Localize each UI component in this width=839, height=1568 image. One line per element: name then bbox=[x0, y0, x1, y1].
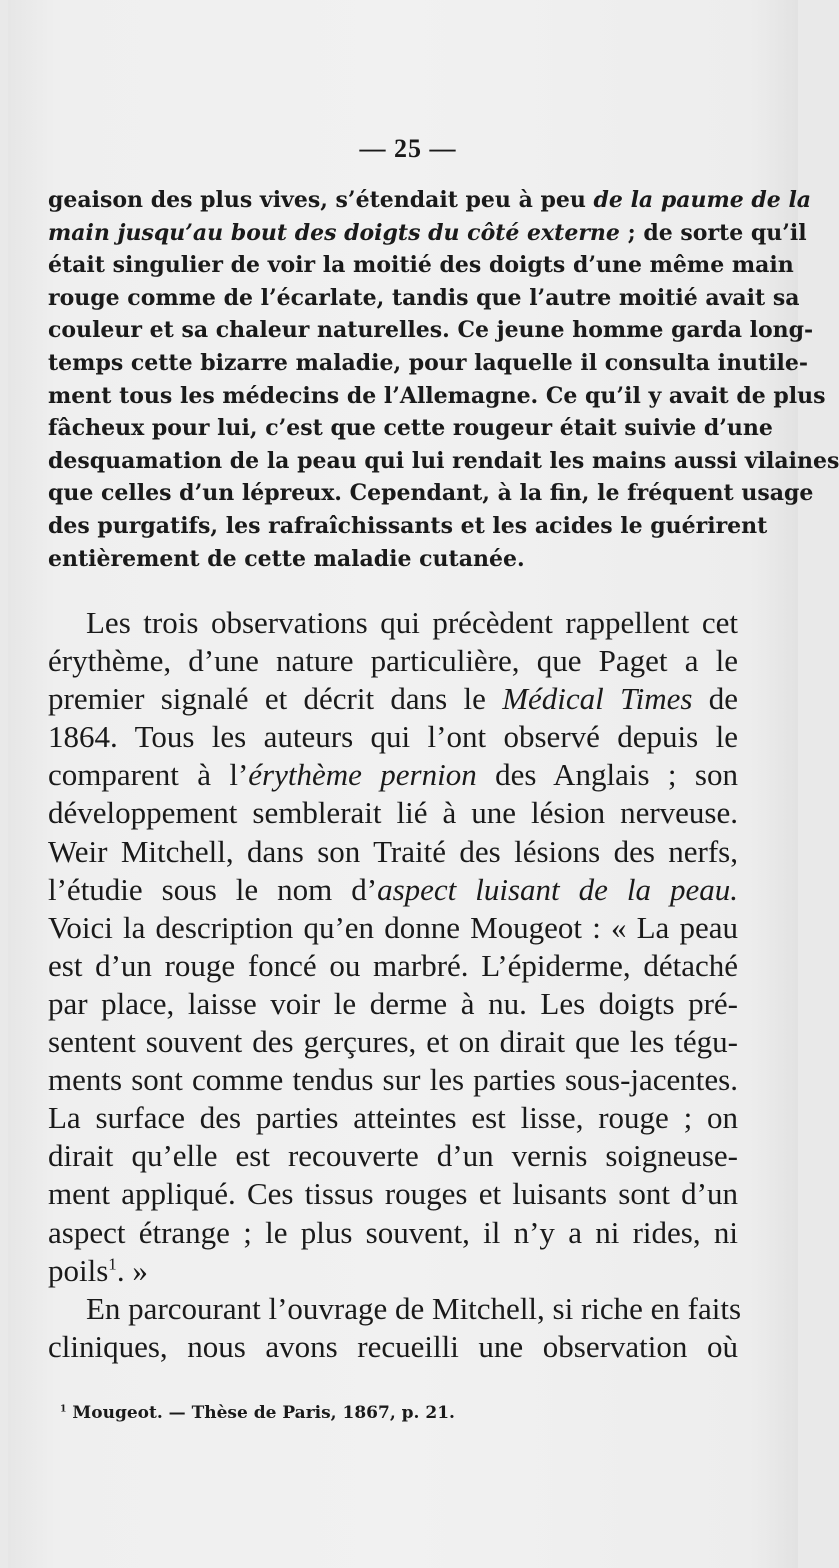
body-text-line bbox=[48, 1061, 738, 1099]
italic-text: main jusqu’au bout des doigts du côté externe bbox=[48, 219, 620, 246]
case-text-line bbox=[48, 510, 768, 543]
italic-text: érythème pernion bbox=[248, 757, 477, 793]
body-text-line bbox=[48, 718, 738, 756]
body-text-line bbox=[48, 1290, 742, 1328]
case-text-line bbox=[48, 445, 839, 478]
case-text-line bbox=[48, 282, 800, 315]
text-run: était singulier de voir la moitié des doigts d’une même main bbox=[48, 252, 794, 279]
body-text-line bbox=[48, 871, 738, 909]
body-text-line bbox=[48, 756, 738, 794]
text-run: aspect étrange ; le plus souvent, il n’y a ni rides, ni bbox=[48, 1214, 738, 1250]
body-text-line bbox=[48, 642, 738, 680]
case-text-line bbox=[48, 184, 812, 217]
body-text-line bbox=[48, 833, 738, 871]
text-run: couleur et sa chaleur naturelles. Ce jeune homme garda long- bbox=[48, 317, 814, 344]
case-text-line bbox=[48, 543, 738, 576]
text-run: fâcheux pour lui, c’est que cette rougeur était suivie d’une bbox=[48, 415, 773, 442]
text-run: que celles d’un lépreux. Cependant, à la fin, le fréquent usage bbox=[48, 480, 814, 507]
body-text-line bbox=[48, 1023, 738, 1061]
page-number: — 25 — bbox=[359, 134, 457, 163]
body-text-line bbox=[48, 1328, 738, 1366]
text-run: dirait qu’elle est recouverte d’un vernis soigneuse- bbox=[48, 1138, 738, 1174]
body-text-line bbox=[48, 1214, 738, 1252]
case-text-line bbox=[48, 249, 794, 282]
body-text-line bbox=[48, 985, 738, 1023]
text-run: . » bbox=[116, 1252, 148, 1288]
body-text-line bbox=[48, 680, 738, 718]
footnote-text: Mougeot. — Thèse de Paris, 1867, p. 21. bbox=[66, 1403, 455, 1423]
body-text-line bbox=[48, 1252, 738, 1290]
text-run: poils bbox=[48, 1252, 109, 1288]
footnote bbox=[60, 1403, 740, 1423]
text-run: Voici la description qu’en donne Mougeot : « La peau bbox=[48, 909, 738, 945]
text-run: Weir Mitchell, dans son Traité des lésions des nerfs, bbox=[48, 833, 738, 869]
text-run: cliniques, nous avons recueilli une observation où bbox=[48, 1328, 738, 1364]
text-run: par place, laisse voir le derme à nu. Les doigts pré- bbox=[48, 985, 738, 1021]
italic-text: de la paume de la bbox=[593, 187, 812, 213]
text-run: est d’un rouge foncé ou marbré. L’épiderme, détaché bbox=[48, 947, 738, 983]
text-run: rouge comme de l’écarlate, tandis que l’autre moitié avait sa bbox=[48, 284, 800, 311]
case-text-line bbox=[48, 477, 814, 510]
text-run: l’étudie sous le nom d’ bbox=[48, 871, 378, 907]
text-run: ment appliqué. Ces tissus rouges et luisants sont d’un bbox=[48, 1176, 738, 1212]
body-text-line bbox=[48, 1099, 738, 1137]
case-text-line bbox=[48, 217, 807, 250]
body-text-line bbox=[48, 909, 738, 947]
text-run: En parcourant l’ouvrage de Mitchell, si riche en faits bbox=[86, 1290, 742, 1326]
text-run: premier signalé et décrit dans le bbox=[48, 681, 503, 717]
book-page bbox=[8, 0, 839, 1568]
text-run: de bbox=[692, 681, 738, 717]
case-report-paragraph bbox=[48, 184, 839, 575]
body-text-line bbox=[48, 604, 738, 642]
body-text-line bbox=[48, 1175, 738, 1213]
text-run: développement semblerait lié à une lésion nerveuse. bbox=[48, 795, 738, 831]
case-text-line bbox=[48, 314, 814, 347]
text-run: ment tous les médecins de l’Allemagne. Ce qu’il y avait de plus bbox=[48, 382, 826, 409]
italic-text: aspect luisant de la peau. bbox=[377, 871, 738, 907]
text-run: 1864. Tous les auteurs qui l’ont observé depuis le bbox=[48, 719, 738, 755]
text-run: desquamation de la peau qui lui rendait les mains aussi vilaines bbox=[48, 447, 839, 474]
text-run: entièrement de cette maladie cutanée. bbox=[48, 545, 525, 572]
body-text-line bbox=[48, 1137, 738, 1175]
text-run: des Anglais ; son bbox=[476, 757, 738, 793]
text-run: ; de sorte qu’il bbox=[619, 219, 807, 246]
text-run: comparent à l’ bbox=[48, 757, 249, 793]
case-text-line bbox=[48, 412, 773, 445]
case-text-line bbox=[48, 380, 826, 413]
text-run: érythème, d’une nature particulière, que Paget a le bbox=[48, 643, 738, 679]
text-run: ments sont comme tendus sur les parties sous-jacentes. bbox=[48, 1062, 738, 1098]
footnote-marker: 1 bbox=[60, 1403, 67, 1415]
case-text-line bbox=[48, 347, 809, 380]
text-run: des purgatifs, les rafraîchissants et les acides le guérirent bbox=[48, 512, 768, 539]
footnote-ref: 1 bbox=[108, 1254, 117, 1274]
text-run: Les trois observations qui précèdent rappellent cet bbox=[86, 605, 738, 640]
italic-text: Médical Times bbox=[502, 681, 693, 717]
main-body-text bbox=[48, 604, 742, 1366]
body-text-line bbox=[48, 794, 738, 832]
body-text-line bbox=[48, 947, 738, 985]
text-run: La surface des parties atteintes est lisse, rouge ; on bbox=[48, 1100, 738, 1136]
text-run: temps cette bizarre maladie, pour laquelle il consulta inutile- bbox=[48, 349, 809, 376]
text-run: geaison des plus vives, s’étendait peu à peu bbox=[48, 187, 594, 213]
text-run: sentent souvent des gerçures, et on dirait que les tégu- bbox=[48, 1024, 738, 1060]
